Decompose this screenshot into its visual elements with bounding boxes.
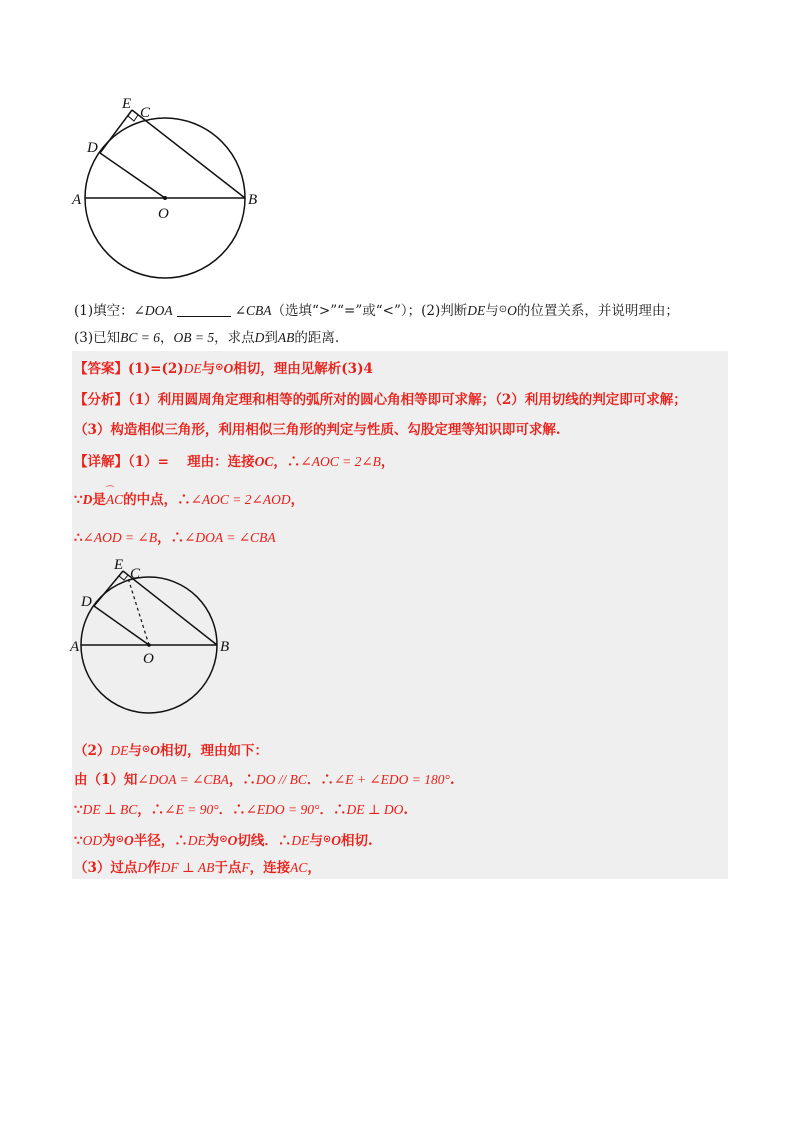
- label-A: A: [70, 639, 80, 655]
- answer-line: 【答案】(1)=(2)DE与⊙O相切，理由见解析(3)4: [74, 361, 373, 377]
- detail-part2-line-2: 由（1）知∠DOA = ∠CBA，∴DO // BC．∴∠E + ∠EDO = 180°.: [74, 772, 455, 788]
- label-D: D: [87, 140, 98, 156]
- label-B: B: [248, 192, 258, 208]
- label-A: A: [72, 192, 82, 208]
- detail-line-1: 【详解】（1）= 理由：连接OC，∴∠AOC = 2∠B，: [74, 454, 395, 470]
- label-C: C: [140, 105, 151, 121]
- label-C: C: [130, 566, 141, 582]
- answer-blank: [177, 302, 231, 317]
- analysis-line-1: 【分析】（1）利用圆周角定理和相等的弧所对的圆心角相等即可求解；（2）利用切线的判定即可求解；: [74, 392, 687, 408]
- detail-line-3: ∴∠AOD = ∠B，∴∠DOA = ∠CBA: [74, 530, 276, 546]
- label-E: E: [122, 96, 132, 112]
- question-line-1: (1)填空：∠DOA ∠CBA（选填“>”“=”或“<”）；(2)判断DE与⊙O的位置关系，并说明理由；: [74, 303, 679, 319]
- arc-mark: ⌒: [103, 485, 113, 495]
- analysis-line-2: （3）构造相似三角形，利用相似三角形的判定与性质、勾股定理等知识即可求解.: [74, 422, 561, 438]
- circle-diagram-2: [66, 556, 246, 726]
- detail-part3-line-1: （3）过点D作DF ⊥ AB于点F，连接AC，: [74, 860, 321, 876]
- label-O: O: [158, 206, 169, 222]
- figure-2: [66, 556, 246, 726]
- detail-line-2: ∵D是 ⌒ AC的中点，∴∠AOC = 2∠AOD，: [74, 490, 304, 510]
- label-D: D: [81, 594, 92, 610]
- label-E: E: [114, 557, 124, 573]
- question-line-2: (3)已知BC = 6，OB = 5，求点D到AB的距离.: [74, 330, 340, 346]
- detail-part2-line-4: ∵OD为⊙O半径，∴DE为⊙O切线．∴DE与⊙O相切.: [74, 833, 373, 849]
- label-B: B: [220, 639, 230, 655]
- detail-part2-line-1: （2）DE与⊙O相切，理由如下：: [74, 743, 269, 759]
- label-O: O: [143, 651, 154, 667]
- figure-1: [60, 88, 280, 288]
- detail-part2-line-3: ∵DE ⊥ BC，∴∠E = 90°．∴∠EDO = 90°．∴DE ⊥ DO.: [74, 802, 409, 818]
- circle-diagram-1: [60, 88, 280, 288]
